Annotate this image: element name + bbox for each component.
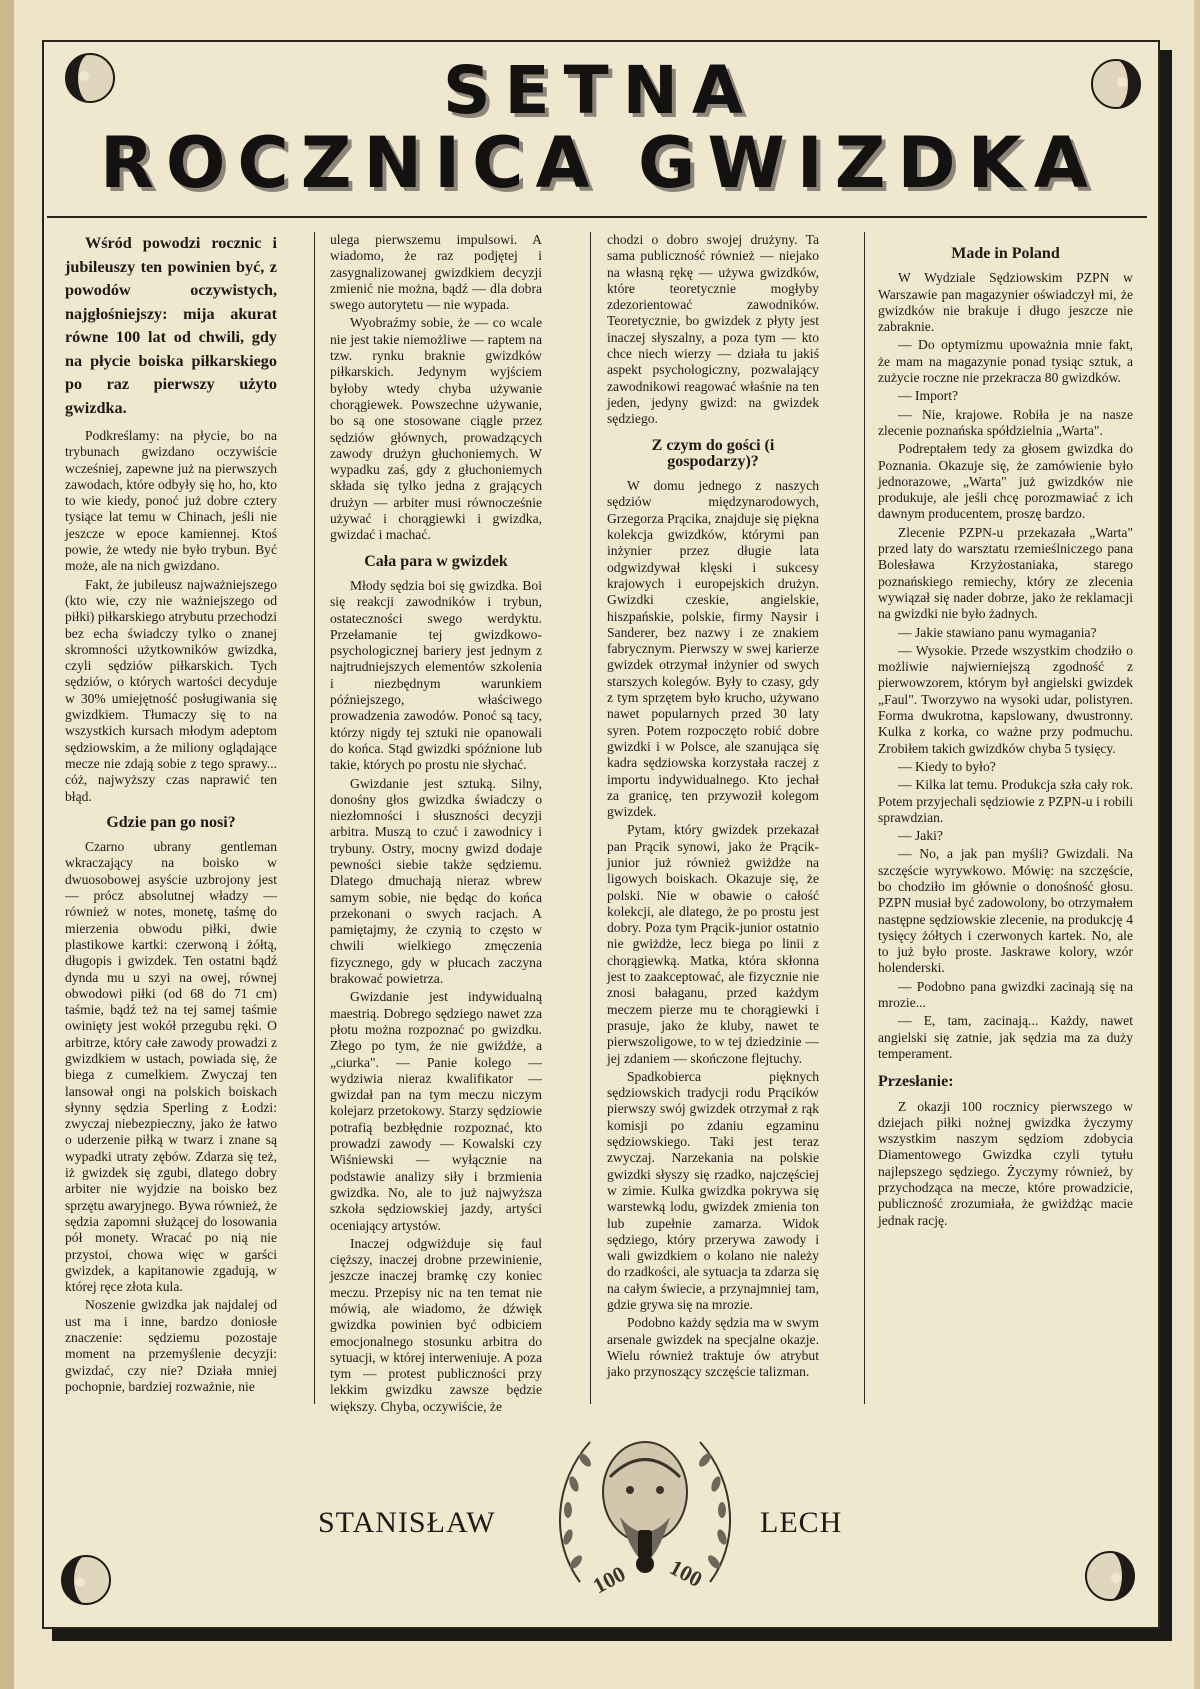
column-divider-3 — [864, 232, 865, 1404]
subheading-przeslanie: Przesłanie: — [878, 1073, 954, 1091]
paragraph: — Jaki? — [898, 828, 943, 844]
author-last-name: LECH — [760, 1506, 843, 1539]
column-divider-1 — [314, 232, 315, 1404]
paragraph: Inaczej odgwiżduje się faul cięższy, inaczej drobne przewinienie, jeszcze inaczej bramkę czy koniec meczu. Przepisy nic na ten temat nie mówią, ale wiadomo, że dźwięk gwizdka powinien być odbiciem emocjonalnego stosunku arbitra do sytuacji, w której interweniuje. A poza tym — protest publiczności przy lekkim gwizdku zawsze będzie większy. Chyba, oczywiście, że — [330, 1235, 542, 1414]
frame-shadow-right — [1158, 50, 1172, 1638]
paragraph: — No, a jak pan myśli? Gwizdali. Na szczęście wyrywkowo. Mówię: na szczęście, bo chodziło im głównie o donośność głosu. PZPN musiał być zadowolony, bo otrzymałem następne sędziowskie zlecenie, na produkcję 4 tysięcy żółtych i czerwonych kartek. No, ale to już było proste. Jaskrawe kolory, wzór holenderski. — [878, 846, 1133, 976]
emblem-number-right: 100 — [665, 1554, 707, 1592]
paragraph: — Wysokie. Przede wszystkim chodziło o możliwie najwierniejszą zgodność z pierwowzorem, którym był angielski gwizdek „Faul". Tworzywo na wysoki udar, polistyren. Forma dwukrotna, kapslowany, dwustronny. Kulka z korka, co ważne przy podmuchu. Zrobiłem takich gwizdków chyba 5 tysięcy. — [878, 642, 1133, 756]
scan-edge — [0, 0, 14, 1689]
paragraph: Podreptałem tedy za głosem gwizdka do Poznania. Okazuje się, że zamówienie było jednorazowe, „Warta" już gwizdków nie produkuje, ale jeśli chcę porozmawiać z ich dawnym producentem, proszę bardzo. — [878, 441, 1133, 522]
article-column-1 — [65, 232, 277, 1397]
paragraph: Gwizdanie jest sztuką. Silny, donośny głos gwizdka świadczy o niezłomności i słuszności decyzji arbitra. Muszą to czuć i zawodnicy i trybuny. Ostry, mocny gwizd dodaje pewności siebie także sędziemu. Dlatego dmuchają nieraz wbrew samym sobie, nie będąc do końca przekonani o swych racjach. A pamiętajmy, że czynią to często w chwili wielkiego zmęczenia fizycznego, gdy w płucach zaczyna brakować powietrza. — [330, 775, 542, 987]
article-column-2 — [330, 232, 542, 1417]
paragraph: Pytam, który gwizdek przekazał pan Prącik synowi, jako że Prącik-junior już również gwiżdże na ligowych boiskach. Okazuje się, że polski. Nie w obawie o całość kolekcji, ale dlatego, że po prostu jest dobry. Poza tym Prącik-junior ostatnio nie gwiżdże, lecz biega po linii z chorągiewką. Matka, która skłonna jest to zaakceptować, ale fizycznie nie znosi bałaganu, przed każdym meczem pierze mu te chorągiewki i prasuje, jako że kluby, nawet te pierwszoligowe, to w tej dziedzinie — jej zdaniem — skończone flejtuchy. — [607, 822, 819, 1066]
emblem-number-left: 100 — [588, 1560, 630, 1599]
paragraph: Spadkobierca pięknych sędziowskich tradycji rodu Prącików pierwszy swój gwizdek otrzymał z rąk komisji po zdaniu egzaminu sędziowskiego. Taki jest teraz zwyczaj. Narzekania na polskie gwizdki słyszy się rzadko, najczęściej w zimie. Kulka gwizdka pokrywa się warstewką lodu, gwizdek zmienia ton lub zupełnie zamarza. Widok sędziego, który przerywa zawody i wali gwizdkiem o kolano nie należy do rzadkości, ale sytuacja ta zdarza się na całym świecie, a przynajmniej tam, gdzie grywa się na mrozie. — [607, 1068, 819, 1312]
paragraph: Czarno ubrany gentleman wkraczający na boisko w dwuosobowej asyście uzbrojony jest — prócz absolutnej władzy — również w notes, monetę, taśmę do mierzenia obwodu piłki, dwie plastikowe kartki: czerwoną i żółtą, długopis i gwizdek. Ten ostatni bądź dynda mu u szyi na owej, równej obwodowi piłki (od 68 do 71 cm) taśmie, bądź też na tej samej taśmie owinięty jest wokół przegubu ręki. O arbitrze, który całe zawody prowadzi z gwizdkiem w ustach, powiada się, że biega z cumelkiem. Zwyczaj ten lansował ongi na polskich boiskach słynny sędzia Sperling z Łodzi: zwyczaj niebezpieczny, jako że łatwo o uderzenie piłką w twarz i znane są wypadki utraty zębów. Zdarza się też, iż gwizdek się zgubi, dlatego dobry arbiter nie wyjdzie na boisko bez sprzętu awaryjnego. Bywa również, że sędzia zapomni służącej do losowania pół monety. Wracać po nią nie przystoi, chowa więc w garści gwizdek, a kapitanowie zgadują, w której ręce złota kula. — [65, 839, 277, 1295]
paragraph: Podobno każdy sędzia ma w swym arsenale gwizdek na specjalne okazje. Wielu również traktuje ów atrybut jako przynoszący szczęście talizman. — [607, 1315, 819, 1380]
frame-shadow-bottom — [52, 1627, 1172, 1641]
paragraph: Gwizdanie jest indywidualną maestrią. Dobrego sędziego nawet zza płotu można rozpoznać po gwizdku. Złego po tym, że nie gwiżdże, a „ciurka". — Panie kolego — wydziwia nieraz kwalifikator — gwizdał pan na tym meczu niczym kolejarz przetokowy. Starzy sędziowie potrafią bezbłędnie rozpoznać, kto prowadzi zawody — Kowalski czy Wiśniewski — wyłącznie na podstawie analizy siły i brzmienia gwizdka. No, ale to już najwyższa szkoła sędziowskiej jazdy, artyści oceniający artystów. — [330, 989, 542, 1233]
paragraph: W domu jednego z naszych sędziów międzynarodowych, Grzegorza Prącika, znajduje się piękna kolekcja gwizdków, którymi pan inżynier przez długie lata odgwizdywał klęski i sukcesy krajowych i europejskich drużyn. Gwizdki czeskie, angielskie, hiszpańskie, polskie, firmy Naysir i Sanderer, bez nazwy i ze znakiem fabrycznym. Pierwszy w swej karierze gwizdek otrzymał inżynier od swych starszych kolegów. Były to czasy, gdy z tym sprzętem było krucho, używano nawet popularnych przed 30 laty syren. Potem rozpoczęto robić dobre gwizdki i w Polsce, ale szanująca się kadra sędziowska korzystała raczej z importu indywidualnego. Kto jechał za granicę, ten przywoził kolegom gwizdek. — [607, 478, 819, 820]
paragraph: Zlecenie PZPN-u przekazała „Warta" przed laty do warsztatu rzemieślniczego pana Bolesława Krzyżostaniaka, starego poznańskiego remiechy, który ze zlecenia wywiązał się nader dobrze, jako że reklamacji na gwizdki nie było żadnych. — [878, 524, 1133, 622]
paragraph: Wyobraźmy sobie, że — co wcale nie jest takie niemożliwe — raptem na tzw. rynku braknie gwizdków piłkarskich. Jedynym wyjściem byłoby wtedy chyba używanie chorągiewek. Powszechne używanie, bo są one stosowane ciągle przez sędziów głównych, prowadzących zawody drużyn głuchoniemych. W wypadku zaś, gdy z głuchoniemych składa się tylko jedna z grających drużyn — arbiter musi równocześnie używać i chorągiewki i gwizdka, gwizdać i machać. — [330, 315, 542, 543]
paragraph: Młody sędzia boi się gwizdka. Boi się reakcji zawodników i trybun, ostateczności swego werdyktu. Przełamanie tej gwizdkowo-psychologicznej bariery jest jednym z najtrudniejszych elementów szkolenia i niezbędnym warunkiem późniejszego, właściwego prowadzenia zawodów. Ponoć są tacy, którzy nigdy tej sztuki nie opanowali do końca. Stąd gwizdki spóźnione lub takie, których po prostu nie słychać. — [330, 577, 542, 773]
paragraph: ulega pierwszemu impulsowi. A wiadomo, że raz podjętej i zasygnalizowanej gwizdkiem decyzji zmienić nie można, bądź — dla dobra swego autorytetu — nie wypada. — [330, 232, 542, 313]
headline-line-2: ROCZNICA GWIZDKA — [99, 122, 1101, 204]
subheading-made-in-poland: Made in Poland — [951, 245, 1060, 262]
paragraph: Podkreślamy: na płycie, bo na trybunach gwizdano oczywiście wcześniej, zapewne już na pierwszych zawodach, które odbyły się ho, ho, kto to wie kiedy, ponoć już dobre cztery tysiące lat temu w Chinach, jeśli nie jeszcze w epoce kamiennej. Ktoś powie, że wtedy nie było trybun. Być może, ale na nich gwizdano. — [65, 428, 277, 574]
paragraph: — Podobno pana gwizdki zacinają się na mrozie... — [878, 978, 1133, 1011]
paragraph: Fakt, że jubileusz najważniejszego (kto wie, czy nie ważniejszego od piłki) piłkarskiego atrybutu przechodzi bez echa świadczy tylko o znanej skromności użytkowników gwizdka, czyli sędziów piłkarskich. Tych sędziów, o których wartości decyduje w 30% umiejętność posługiwania się gwizdkiem. Tłumaczy się to na wszystkich kursach młodym adeptom sędziowskim, a że miliony oglądające mecze nie zdają sobie z tego sprawy... cóż, najwyższy czas naprawić ten błąd. — [65, 576, 277, 804]
subheading-czym: Z czym do gości (i gospodarzy)? — [651, 436, 775, 470]
paragraph: — Kiedy to było? — [898, 758, 996, 774]
portrait-emblem — [540, 1422, 750, 1602]
article-column-3 — [607, 232, 819, 1382]
column-divider-2 — [590, 232, 591, 1404]
paragraph: — Kilka lat temu. Produkcja szła cały rok. Potem przyjechali sędziowie z PZPN-u i robili sprawdzian. — [878, 777, 1133, 825]
subheading-gdzie: Gdzie pan go nosi? — [106, 813, 236, 831]
paragraph: Noszenie gwizdka jak najdalej od ust ma i inne, bardzo doniosłe znaczenie: sędziemu pozostaje moment na przemyślenie decyzji: gwizdać, czy nie? Działa mniej pochopnie, bardziej rozważnie, nie — [65, 1297, 277, 1394]
lead-paragraph: Wśród powodzi rocznic i jubileuszy ten powinien być, z powodów oczywistych, najgłośniejszy: mija akurat równe 100 lat od chwili, gdy na płycie boiska piłkarskiego po raz pierwszy użyto gwizdka. — [65, 234, 277, 417]
article-column-4 — [878, 232, 1133, 1231]
paragraph: — Jakie stawiano panu wymagania? — [898, 624, 1097, 640]
headline-line-1: SETNA — [443, 52, 757, 129]
paragraph: chodzi o dobro swojej drużyny. Ta sama publiczność również — niejako na własną rękę — używa gwizdków, które teoretycznie mogłyby zdezorientować zawodników. Teoretycznie, bo gwizdek z płyty jest inaczej słyszalny, a poza tym — kto chce niech wierzy — działa tu jakiś aspekt psychologiczny, pozwalający zawodnikowi reagować właśnie na ten jeden, jedyny gwizd: na gwizdek sędziego. — [607, 232, 819, 427]
paragraph: — Do optymizmu upoważnia mnie fakt, że mam na magazynie ponad tysiąc sztuk, a zużycie roczne nie przekracza 80 gwizdków. — [878, 337, 1133, 386]
scan-edge-right — [1194, 0, 1200, 1689]
whistle-corner-icon-bottom-left — [56, 1550, 116, 1610]
paragraph: Z okazji 100 rocznicy pierwszego w dziejach piłki nożnej gwizdka życzymy wszystkim naszym sędziom zdobycia Diamentowego Gwizdka czyli tytułu najlepszego sędziego. Życzymy również, by przychodząca na mecze, które prowadzicie, publiczność zrozumiała, że gwiżdżąc macie jednak rację. — [878, 1098, 1133, 1228]
paragraph: W Wydziale Sędziowskim PZPN w Warszawie pan magazynier oświadczył mi, że gwizdków nie brakuje i długo jeszcze nie zabraknie. — [878, 270, 1133, 335]
headline-rule — [47, 216, 1147, 218]
paragraph: — Nie, krajowe. Robiła je na nasze zlecenie poznańska spółdzielnia „Warta". — [878, 406, 1133, 438]
subheading-para: Cała para w gwizdek — [364, 552, 508, 570]
paragraph: — Import? — [898, 388, 959, 404]
whistle-corner-icon-bottom-right — [1080, 1546, 1140, 1606]
author-first-name: STANISŁAW — [318, 1506, 496, 1539]
paragraph: — E, tam, zacinają... Każdy, nawet angielski się zatnie, jak sędzia ma za duży temperament. — [878, 1013, 1133, 1061]
